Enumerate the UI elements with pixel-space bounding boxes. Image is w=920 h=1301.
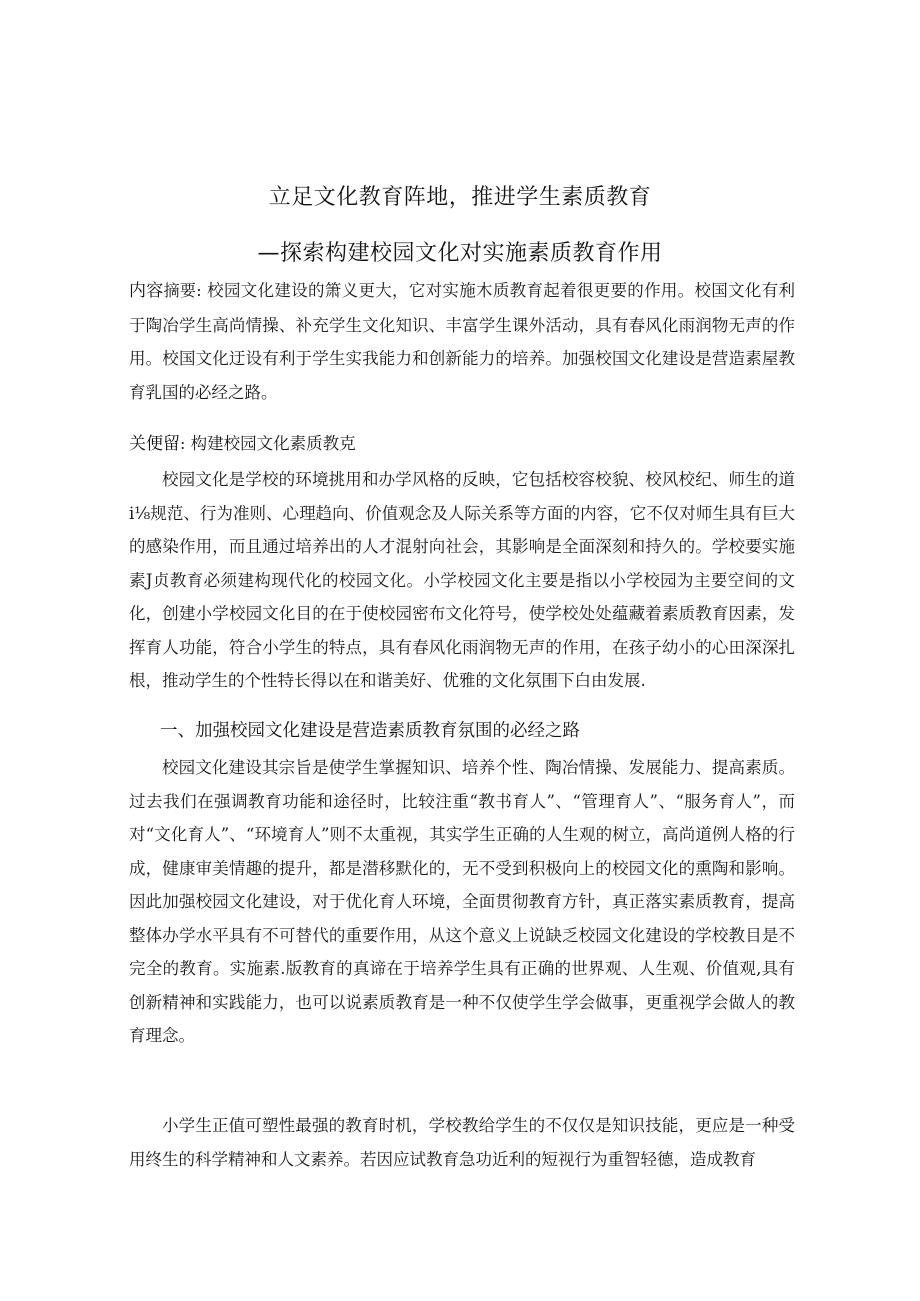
abstract-lead-suffix: 摘要: (163, 281, 202, 300)
keywords-lead-suffix: : (180, 434, 186, 453)
section1-paragraph2-block (129, 1109, 795, 1176)
keywords-paragraph (129, 427, 795, 462)
keywords-lead: 关便留 (129, 434, 180, 454)
section1-paragraph2: 小学生正值可塑性最强的教育时机，学校教给学生的不仅仅是知识技能，更应是一种受用终生的科学精神和人文素养。若因应试教育急功近利的短视行为重智轻德，造成教育 (129, 1116, 795, 1169)
section1-paragraph1-block (129, 751, 795, 1053)
section1-heading: 一、加强校园文化建设是营造素质教育氛围的必经之路 (160, 721, 580, 741)
abstract-text: 校园文化建设的箫义更大，它对实施木质教育起着很更要的作用。校国文化有利于陶冶学生高尚情操、补充学生文化知识、丰富学生课外活动，具有春风化雨润物无声的作用。校国文化迂设有利于学生实我能力和创新能力的培养。加强校国文化建设是营造素屋教育乳国的必经之路。 (129, 281, 795, 402)
abstract-block (129, 274, 795, 409)
keywords-text: 构建校园文化素质教克 (190, 434, 356, 453)
intro-paragraph: 校园文化是学校的环境挑用和办学风格的反映，它包括校容校貌、校风校纪、师生的道i⅛规范、行为准则、心理趋向、价值观念及人际关系等方面的内容，它不仅对师生具有巨大的感染作用，而且通过培养出的人才混射向社会，其影响是全面深刻和持久的。学校要实施素J贞教育必须建构现代化的校园文化。小学校园文化主要是指以小学校园为主要空间的文化，创建小学校园文化目的在于使校园密布文化符号，使学校处处蕴藏着素质教育因素，发挥育人功能，符合小学生的特点，具有春风化雨润物无声的作用，在孩子幼小的心田深深扎根，推动学生的个性特长得以在和谐美好、优雅的文化氛围下白由发展. (129, 470, 795, 690)
intro-block (129, 463, 795, 698)
abstract-lead: 内容 (129, 281, 164, 301)
document-subtitle: —探索构建校园文化对实施素质教育作用 (257, 241, 663, 266)
keywords-block (129, 427, 795, 462)
abstract-paragraph (129, 274, 795, 409)
document-title: 立足文化教育阵地，推进学生素质教育 (268, 185, 652, 210)
section1-paragraph1: 校园文化建设其宗旨是使学生掌握知识、培养个性、陶冶情操、发展能力、提高素质。过去我们在强调教育功能和途径时，比较注重“教书育人”、“管理育人”、“服务育人”，而对“文化育人”、“环境育人”则不太重视，其实学生正确的人生观的树立，高尚道例人格的行成，健康审美情趣的提升，都是潜移默化的，无不受到积极向上的校园文化的熏陶和影响。因此加强校园文化建设，对于优化育人环境，全面贯彻教育方针，真正落实素质教育，提高整体办学水平具有不可替代的重要作用，从这个意义上说缺乏校园文化建设的学校教目是不完全的教育。实施素.版教育的真谛在于培养学生具有正确的世界观、人生观、价值观,具有创新精神和实践能力，也可以说素质教育是一种不仅使学生学会做事，更重视学会做人的教育理念。 (129, 758, 795, 1045)
